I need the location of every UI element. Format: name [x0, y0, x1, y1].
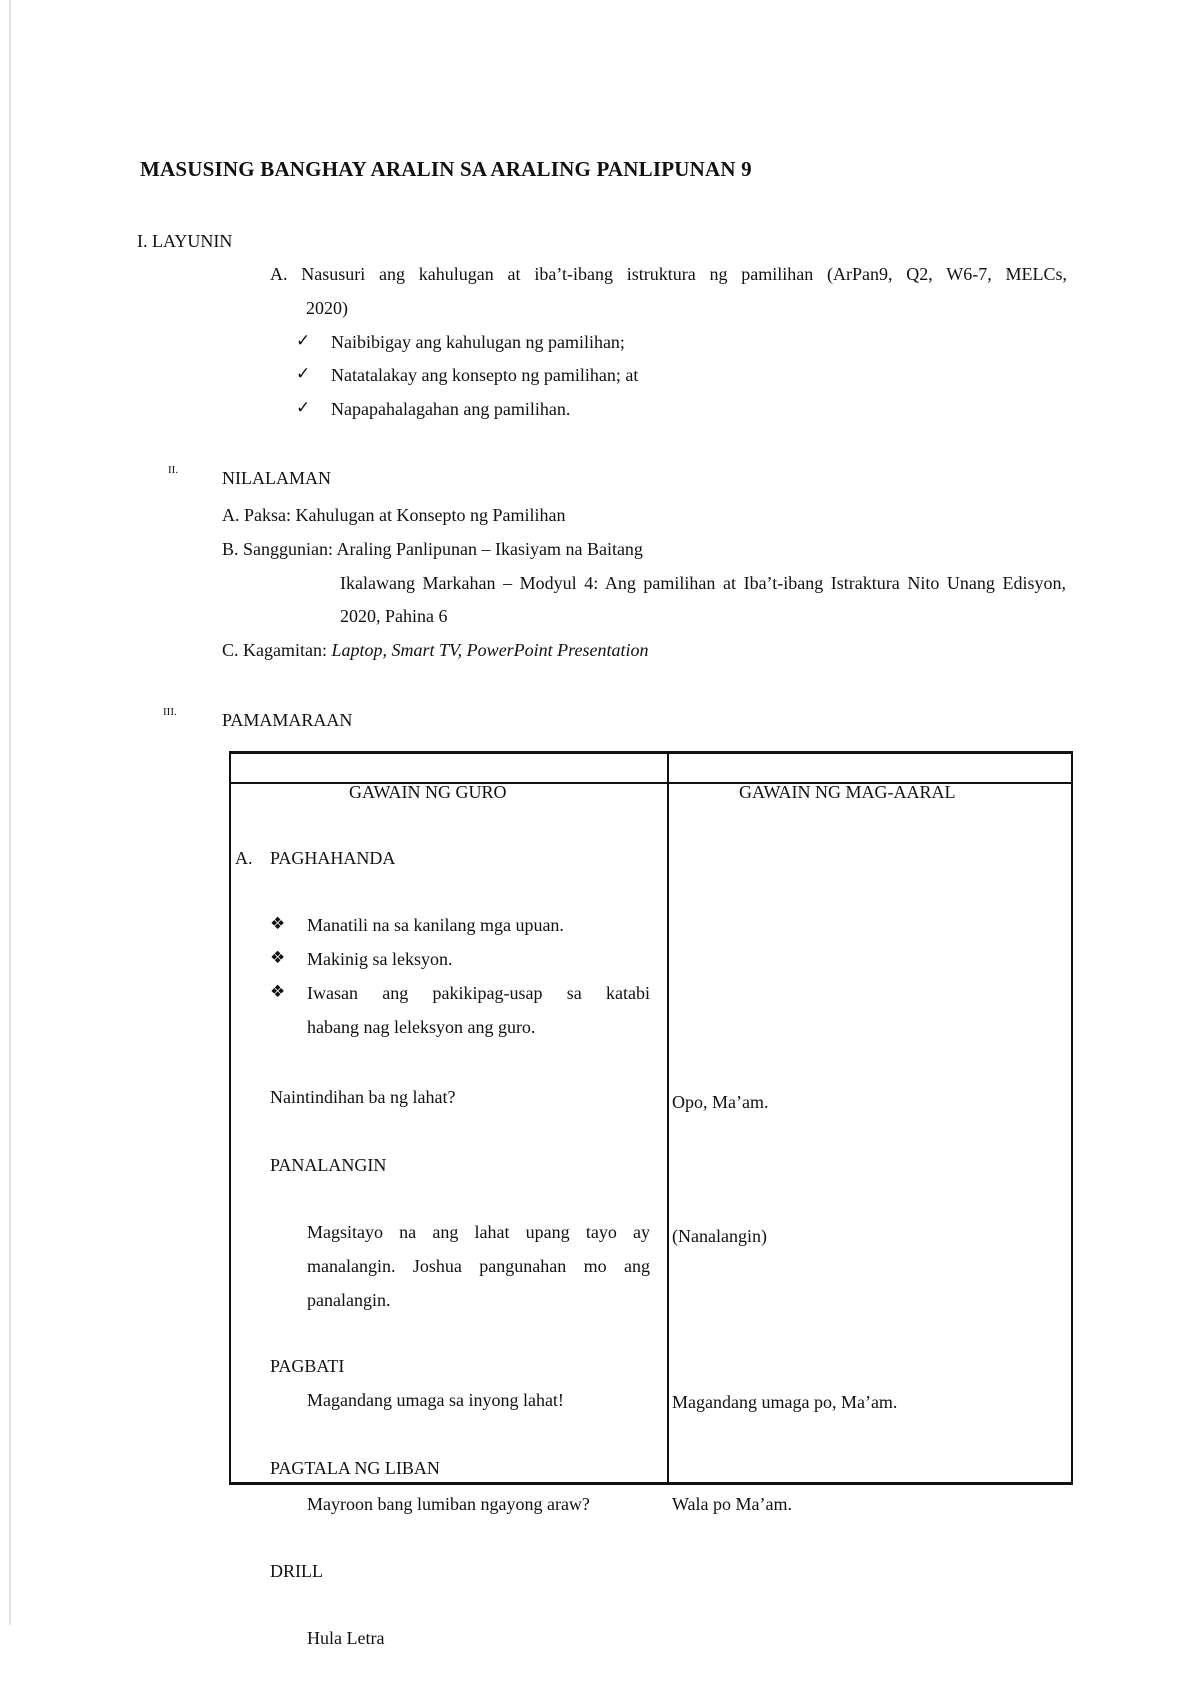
rule-item-cont: habang nag leleksyon ang guro.: [307, 1017, 536, 1037]
rule-item: Manatili na sa kanilang mga upuan.: [307, 915, 564, 935]
rule-item: Iwasan ang pakikipag-usap sa katabi: [307, 983, 650, 1003]
answer-pagbati: Magandang umaga po, Ma’am.: [672, 1392, 898, 1412]
objective-a-line2: 2020): [306, 298, 348, 318]
section-pamamaraan-heading: PAMAMARAAN: [222, 710, 353, 730]
content-paksa: A. Paksa: Kahulugan at Konsepto ng Pamilihan: [222, 505, 566, 525]
kagamitan-label: C. Kagamitan:: [222, 640, 327, 660]
content-kagamitan: [222, 641, 649, 659]
answer-nanalangin: (Nanalangin): [672, 1226, 767, 1246]
diamond-bullet-icon: ❖: [270, 948, 286, 968]
content-sanggunian-cont2: 2020, Pahina 6: [340, 606, 448, 626]
objective-a-line1: A. Nasusuri ang kahulugan at iba’t-ibang istruktura ng pamilihan (ArPan9, Q2, W6-7, MELCs,: [270, 264, 1067, 284]
objective-check-item: Natatalakay ang konsepto ng pamilihan; at: [331, 365, 639, 385]
table-border-top: [229, 751, 1073, 754]
drill-heading: DRILL: [270, 1561, 323, 1581]
kagamitan-items: Laptop, Smart TV, PowerPoint Presentation: [331, 640, 649, 660]
pagtala-line: Mayroon bang lumiban ngayong araw?: [307, 1494, 590, 1514]
answer-pagtala: Wala po Ma’am.: [672, 1494, 793, 1514]
objective-check-item: Napapahalagahan ang pamilihan.: [331, 399, 571, 419]
table-border-right: [1071, 751, 1073, 1485]
panalangin-line: Magsitayo na ang lahat upang tayo ay: [307, 1222, 650, 1242]
pagbati-line: Magandang umaga sa inyong lahat!: [307, 1390, 564, 1410]
panalangin-line: panalangin.: [307, 1290, 391, 1310]
column-header-guro: GAWAIN NG GURO: [349, 782, 507, 802]
check-icon: ✓: [296, 364, 311, 384]
drill-line: Hula Letra: [307, 1628, 385, 1648]
rule-item: Makinig sa leksyon.: [307, 949, 453, 969]
paghahanda-letter: A.: [235, 848, 253, 868]
page-edge-rule: [9, 0, 11, 1625]
pagbati-heading: PAGBATI: [270, 1356, 345, 1376]
section-nilalaman-heading: NILALAMAN: [222, 468, 331, 488]
panalangin-line: manalangin. Joshua pangunahan mo ang: [307, 1256, 650, 1276]
table-column-divider: [667, 751, 669, 1485]
page-title: MASUSING BANGHAY ARALIN SA ARALING PANLIPUNAN 9: [140, 157, 752, 181]
check-icon: ✓: [296, 398, 311, 418]
answer-opo: Opo, Ma’am.: [672, 1092, 769, 1112]
content-sanggunian: B. Sanggunian: Araling Panlipunan – Ikasiyam na Baitang: [222, 539, 643, 559]
diamond-bullet-icon: ❖: [270, 914, 286, 934]
pagtala-heading: PAGTALA NG LIBAN: [270, 1458, 440, 1478]
section-layunin-heading: I. LAYUNIN: [137, 231, 233, 251]
section-numeral-ii: II.: [168, 464, 179, 476]
table-border-bottom: [229, 1482, 1073, 1485]
panalangin-heading: PANALANGIN: [270, 1155, 387, 1175]
objective-check-item: Naibibigay ang kahulugan ng pamilihan;: [331, 332, 625, 352]
content-sanggunian-cont1: Ikalawang Markahan – Modyul 4: Ang pamilihan at Iba’t-ibang Istraktura Nito Unang Edisyon,: [340, 573, 1066, 593]
table-border-left: [229, 751, 231, 1485]
diamond-bullet-icon: ❖: [270, 982, 286, 1002]
section-numeral-iii: III.: [163, 706, 177, 718]
paghahanda-heading: PAGHAHANDA: [270, 848, 396, 868]
question-naintindihan: Naintindihan ba ng lahat?: [270, 1087, 456, 1107]
column-header-mag-aaral: GAWAIN NG MAG-AARAL: [739, 782, 956, 802]
check-icon: ✓: [296, 331, 311, 351]
